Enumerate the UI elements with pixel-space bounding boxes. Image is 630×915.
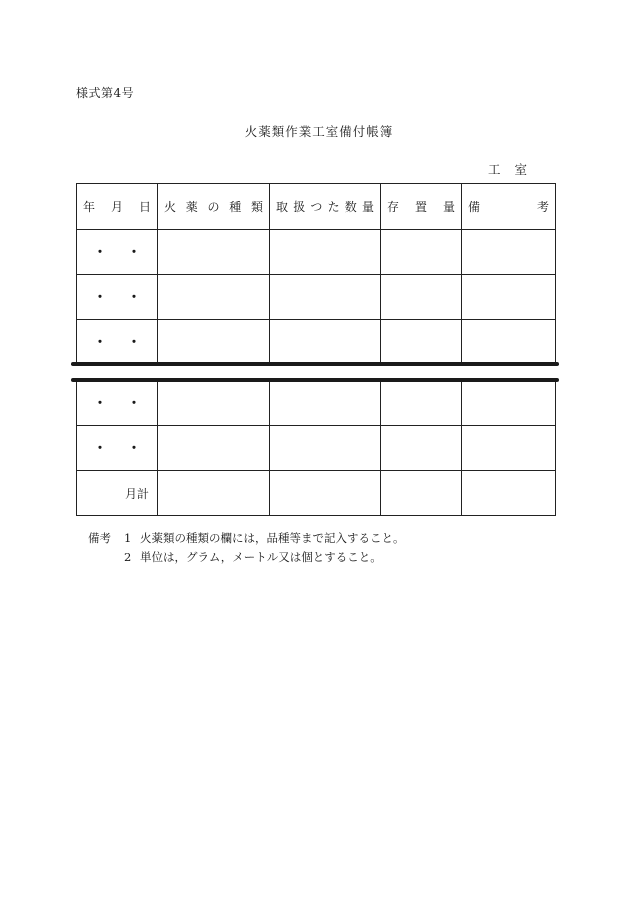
date-cell: ・ ・ — [93, 395, 141, 412]
document-title: 火薬類作業工室備付帳簿 — [244, 124, 394, 139]
notes-heading: 備考 — [88, 531, 111, 545]
stored-cell — [380, 380, 461, 425]
explosive-type-cell — [157, 230, 269, 274]
explosive-type-cell — [157, 380, 269, 425]
table-break-marker — [71, 364, 559, 380]
room-label: 工室 — [488, 162, 542, 177]
quantity-cell — [269, 320, 380, 364]
table-header-row — [77, 184, 555, 229]
table-row — [77, 274, 555, 319]
quantity-cell — [269, 230, 380, 274]
date-cell: ・ ・ — [93, 290, 141, 306]
stored-cell — [380, 320, 461, 364]
note-item — [88, 548, 405, 567]
header-date: 年 月 日 — [83, 200, 151, 214]
date-cell: ・ ・ — [93, 441, 141, 457]
explosive-type-cell — [157, 275, 269, 319]
monthly-total-label: 月計 — [124, 486, 149, 501]
remarks-cell — [461, 320, 555, 364]
notes-section — [88, 529, 405, 567]
date-cell: ・ ・ — [93, 335, 141, 351]
table-row — [77, 229, 555, 274]
header-stored-amount: 存 置 量 — [380, 184, 461, 229]
note-text: 単位は，グラム，メートル又は個とすること。 — [140, 550, 382, 564]
stored-cell — [380, 230, 461, 274]
stored-cell — [380, 275, 461, 319]
quantity-cell — [269, 426, 380, 470]
explosive-type-cell — [157, 471, 269, 515]
explosive-type-cell — [157, 426, 269, 470]
quantity-cell — [269, 380, 380, 425]
header-explosive-type: 火 薬 の 種 類 — [157, 184, 269, 229]
remarks-cell — [461, 471, 555, 515]
remarks-cell — [461, 426, 555, 470]
ledger-table — [76, 183, 556, 516]
note-text: 火薬類の種類の欄には，品種等まで記入すること。 — [140, 531, 405, 545]
header-quantity-handled: 取 扱 つ た 数 量 — [269, 184, 380, 229]
table-row — [77, 319, 555, 364]
remarks-cell — [461, 380, 555, 425]
stored-cell — [380, 471, 461, 515]
header-remarks: 備 考 — [461, 184, 555, 229]
explosive-type-cell — [157, 320, 269, 364]
stored-cell — [380, 426, 461, 470]
note-item — [88, 529, 405, 548]
remarks-cell — [461, 230, 555, 274]
monthly-total-row — [77, 470, 555, 515]
break-line-bottom — [71, 378, 559, 382]
date-cell: ・ ・ — [93, 245, 141, 261]
note-number: 2 — [124, 550, 132, 564]
table-row — [77, 425, 555, 470]
remarks-cell — [461, 275, 555, 319]
quantity-cell — [269, 275, 380, 319]
quantity-cell — [269, 471, 380, 515]
form-number: 様式第4号 — [76, 86, 135, 100]
note-number: 1 — [124, 531, 132, 545]
table-row — [77, 380, 555, 425]
break-line-top — [71, 362, 559, 366]
